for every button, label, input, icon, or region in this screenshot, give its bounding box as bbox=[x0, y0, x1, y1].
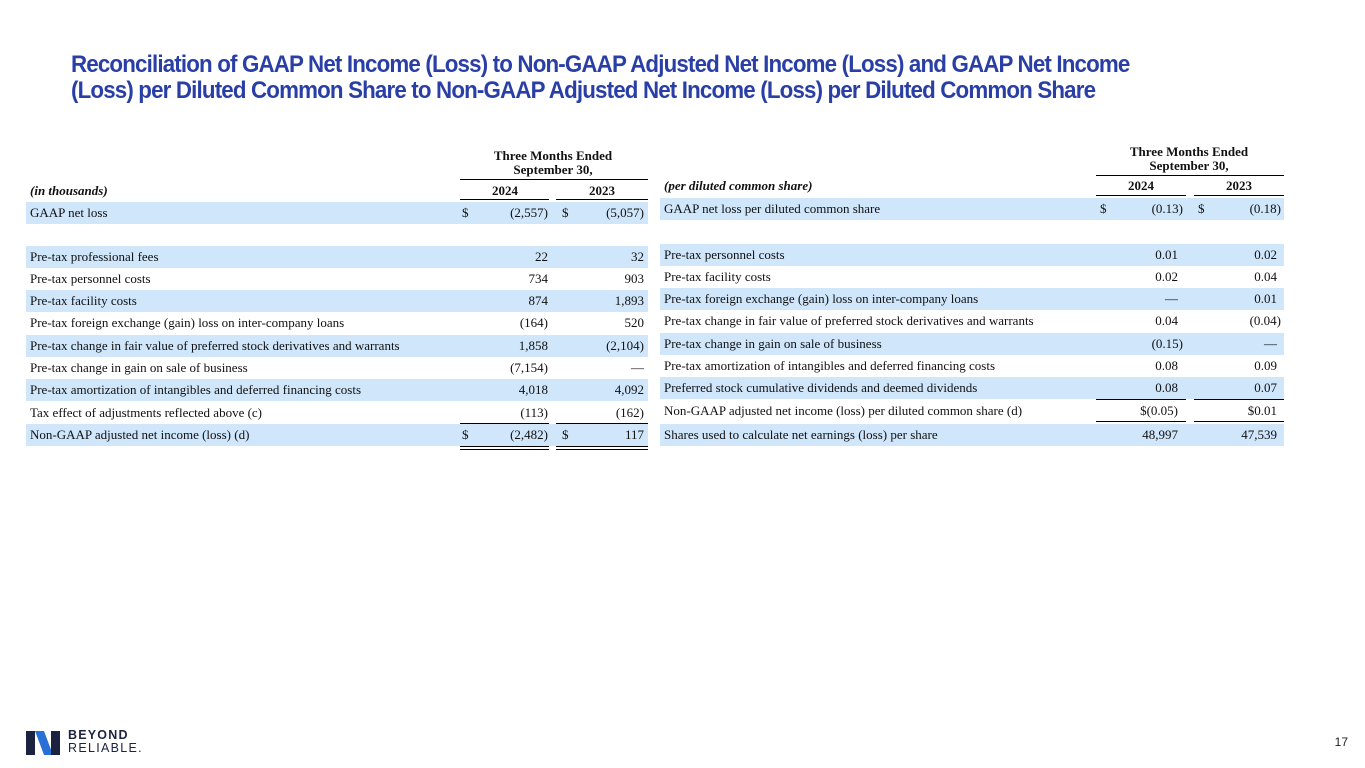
value-2024: (0.13) bbox=[1151, 201, 1183, 216]
value-2024: (113) bbox=[520, 405, 548, 420]
value-2023: (162) bbox=[615, 405, 644, 420]
value-2024: 48,997 bbox=[1142, 427, 1178, 442]
value-2023: 0.07 bbox=[1254, 380, 1277, 395]
table-row bbox=[26, 246, 648, 268]
row-label: Pre-tax amortization of intangibles and deferred financing costs bbox=[664, 358, 996, 373]
row-label: Pre-tax professional fees bbox=[30, 249, 159, 264]
table-row bbox=[26, 424, 648, 446]
row-label: Pre-tax foreign exchange (gain) loss on inter-company loans bbox=[664, 291, 979, 306]
table-row bbox=[660, 244, 1284, 266]
logo-line2: RELIABLE. bbox=[68, 741, 143, 755]
currency-symbol: $ bbox=[462, 427, 469, 442]
value-2024: — bbox=[1165, 291, 1178, 306]
period-underline bbox=[1096, 175, 1284, 176]
row-label: Shares used to calculate net earnings (loss) per share bbox=[664, 427, 938, 442]
unit-label: (per diluted common share) bbox=[664, 178, 813, 193]
value-2023: 1,893 bbox=[614, 293, 644, 308]
column-header-2024: 2024 bbox=[492, 183, 518, 198]
table-row bbox=[660, 266, 1284, 288]
page-title: Reconciliation of GAAP Net Income (Loss) to Non-GAAP Adjusted Net Income (Loss) and GAAP Net Income (Loss) per Diluted Common Share to Non-GAAP Adjusted Net Income (Loss) per Diluted Common Share bbox=[71, 51, 1130, 104]
value-2024: 0.08 bbox=[1155, 380, 1178, 395]
value-2024: 1,858 bbox=[518, 338, 548, 353]
row-label: Preferred stock cumulative dividends and deemed dividends bbox=[664, 380, 978, 395]
column-header-2023: 2023 bbox=[589, 183, 615, 198]
table-row bbox=[26, 202, 648, 224]
table-row bbox=[26, 357, 648, 379]
page-number: 17 bbox=[1334, 735, 1348, 749]
period-header-line1: Three Months Ended bbox=[1129, 144, 1249, 159]
period-header-line2: September 30, bbox=[513, 162, 593, 177]
table-row bbox=[26, 312, 648, 334]
currency-symbol: $ bbox=[462, 205, 469, 220]
row-label: Non-GAAP adjusted net income (loss) (d) bbox=[30, 427, 250, 442]
column-underline-2023 bbox=[1194, 195, 1284, 196]
row-label: GAAP net loss per diluted common share bbox=[664, 201, 881, 216]
table-row bbox=[26, 290, 648, 312]
row-label: Pre-tax personnel costs bbox=[664, 247, 785, 262]
table-row bbox=[26, 402, 648, 424]
table-row bbox=[660, 333, 1284, 355]
table-row bbox=[660, 377, 1284, 399]
company-logo-icon bbox=[24, 728, 64, 758]
value-2024: (2,482) bbox=[510, 427, 548, 442]
table-row bbox=[26, 379, 648, 401]
table-row bbox=[660, 400, 1284, 422]
value-2023: $0.01 bbox=[1247, 403, 1277, 418]
period-underline bbox=[460, 179, 648, 180]
value-2024: 22 bbox=[535, 249, 548, 264]
value-2024: (0.15) bbox=[1151, 336, 1183, 351]
value-2023: 32 bbox=[631, 249, 644, 264]
total-double-line-2023 bbox=[556, 446, 648, 450]
table-row bbox=[660, 355, 1284, 377]
column-underline-2023 bbox=[556, 199, 648, 200]
total-double-line-2024 bbox=[460, 446, 549, 450]
value-2023: (5,057) bbox=[606, 205, 644, 220]
value-2023: 0.04 bbox=[1254, 269, 1277, 284]
value-2023: (2,104) bbox=[606, 338, 644, 353]
row-label: Pre-tax amortization of intangibles and deferred financing costs bbox=[30, 382, 362, 397]
value-2023: 520 bbox=[624, 315, 644, 330]
value-2023: (0.04) bbox=[1249, 313, 1281, 328]
value-2023: — bbox=[631, 360, 644, 375]
column-underline-2024 bbox=[460, 199, 549, 200]
period-header-line2: September 30, bbox=[1149, 158, 1229, 173]
net-income-reconciliation-table bbox=[26, 147, 648, 452]
table-row bbox=[26, 335, 648, 357]
currency-symbol: $ bbox=[1198, 201, 1205, 216]
logo-line1: BEYOND bbox=[68, 728, 129, 742]
value-2024: 0.01 bbox=[1155, 247, 1178, 262]
value-2024: 874 bbox=[528, 293, 548, 308]
period-header bbox=[458, 149, 648, 177]
table-row bbox=[660, 288, 1284, 310]
column-underline-2024 bbox=[1096, 195, 1186, 196]
value-2023: 0.01 bbox=[1254, 291, 1277, 306]
currency-symbol: $ bbox=[562, 205, 569, 220]
value-2023: — bbox=[1264, 336, 1277, 351]
row-label: Non-GAAP adjusted net income (loss) per diluted common share (d) bbox=[664, 403, 1023, 418]
table-row bbox=[660, 198, 1284, 220]
company-logo-text bbox=[68, 729, 143, 755]
value-2024: 4,018 bbox=[518, 382, 548, 397]
row-label: Pre-tax facility costs bbox=[664, 269, 771, 284]
row-label: Pre-tax foreign exchange (gain) loss on inter-company loans bbox=[30, 315, 345, 330]
row-label: Pre-tax personnel costs bbox=[30, 271, 151, 286]
value-2024: (164) bbox=[519, 315, 548, 330]
value-2024: 0.02 bbox=[1155, 269, 1178, 284]
value-2024: 0.08 bbox=[1155, 358, 1178, 373]
row-label: Tax effect of adjustments reflected above (c) bbox=[30, 405, 263, 420]
row-label: GAAP net loss bbox=[30, 205, 108, 220]
row-label: Pre-tax change in gain on sale of business bbox=[664, 336, 882, 351]
value-2024: (2,557) bbox=[510, 205, 548, 220]
row-label: Pre-tax change in gain on sale of business bbox=[30, 360, 248, 375]
value-2023: 47,539 bbox=[1241, 427, 1277, 442]
value-2023: 4,092 bbox=[614, 382, 644, 397]
row-label: Pre-tax facility costs bbox=[30, 293, 137, 308]
period-header-line1: Three Months Ended bbox=[493, 148, 613, 163]
value-2023: 903 bbox=[624, 271, 644, 286]
value-2024: $(0.05) bbox=[1140, 403, 1178, 418]
period-header bbox=[1094, 145, 1284, 173]
row-label: Pre-tax change in fair value of preferred stock derivatives and warrants bbox=[664, 313, 1034, 328]
column-header-2024: 2024 bbox=[1128, 178, 1154, 193]
unit-label: (in thousands) bbox=[30, 183, 108, 198]
row-label: Pre-tax change in fair value of preferred stock derivatives and warrants bbox=[30, 338, 400, 353]
column-header-2023: 2023 bbox=[1226, 178, 1252, 193]
table-row bbox=[660, 310, 1284, 332]
value-2024: 0.04 bbox=[1155, 313, 1178, 328]
value-2024: (7,154) bbox=[510, 360, 548, 375]
value-2023: 0.02 bbox=[1254, 247, 1277, 262]
table-row bbox=[660, 424, 1284, 446]
value-2023: 0.09 bbox=[1254, 358, 1277, 373]
value-2024: 734 bbox=[528, 271, 548, 286]
value-2023: (0.18) bbox=[1249, 201, 1281, 216]
per-share-reconciliation-table bbox=[660, 143, 1284, 448]
table-row bbox=[26, 268, 648, 290]
value-2023: 117 bbox=[624, 427, 644, 442]
currency-symbol: $ bbox=[1100, 201, 1107, 216]
currency-symbol: $ bbox=[562, 427, 569, 442]
